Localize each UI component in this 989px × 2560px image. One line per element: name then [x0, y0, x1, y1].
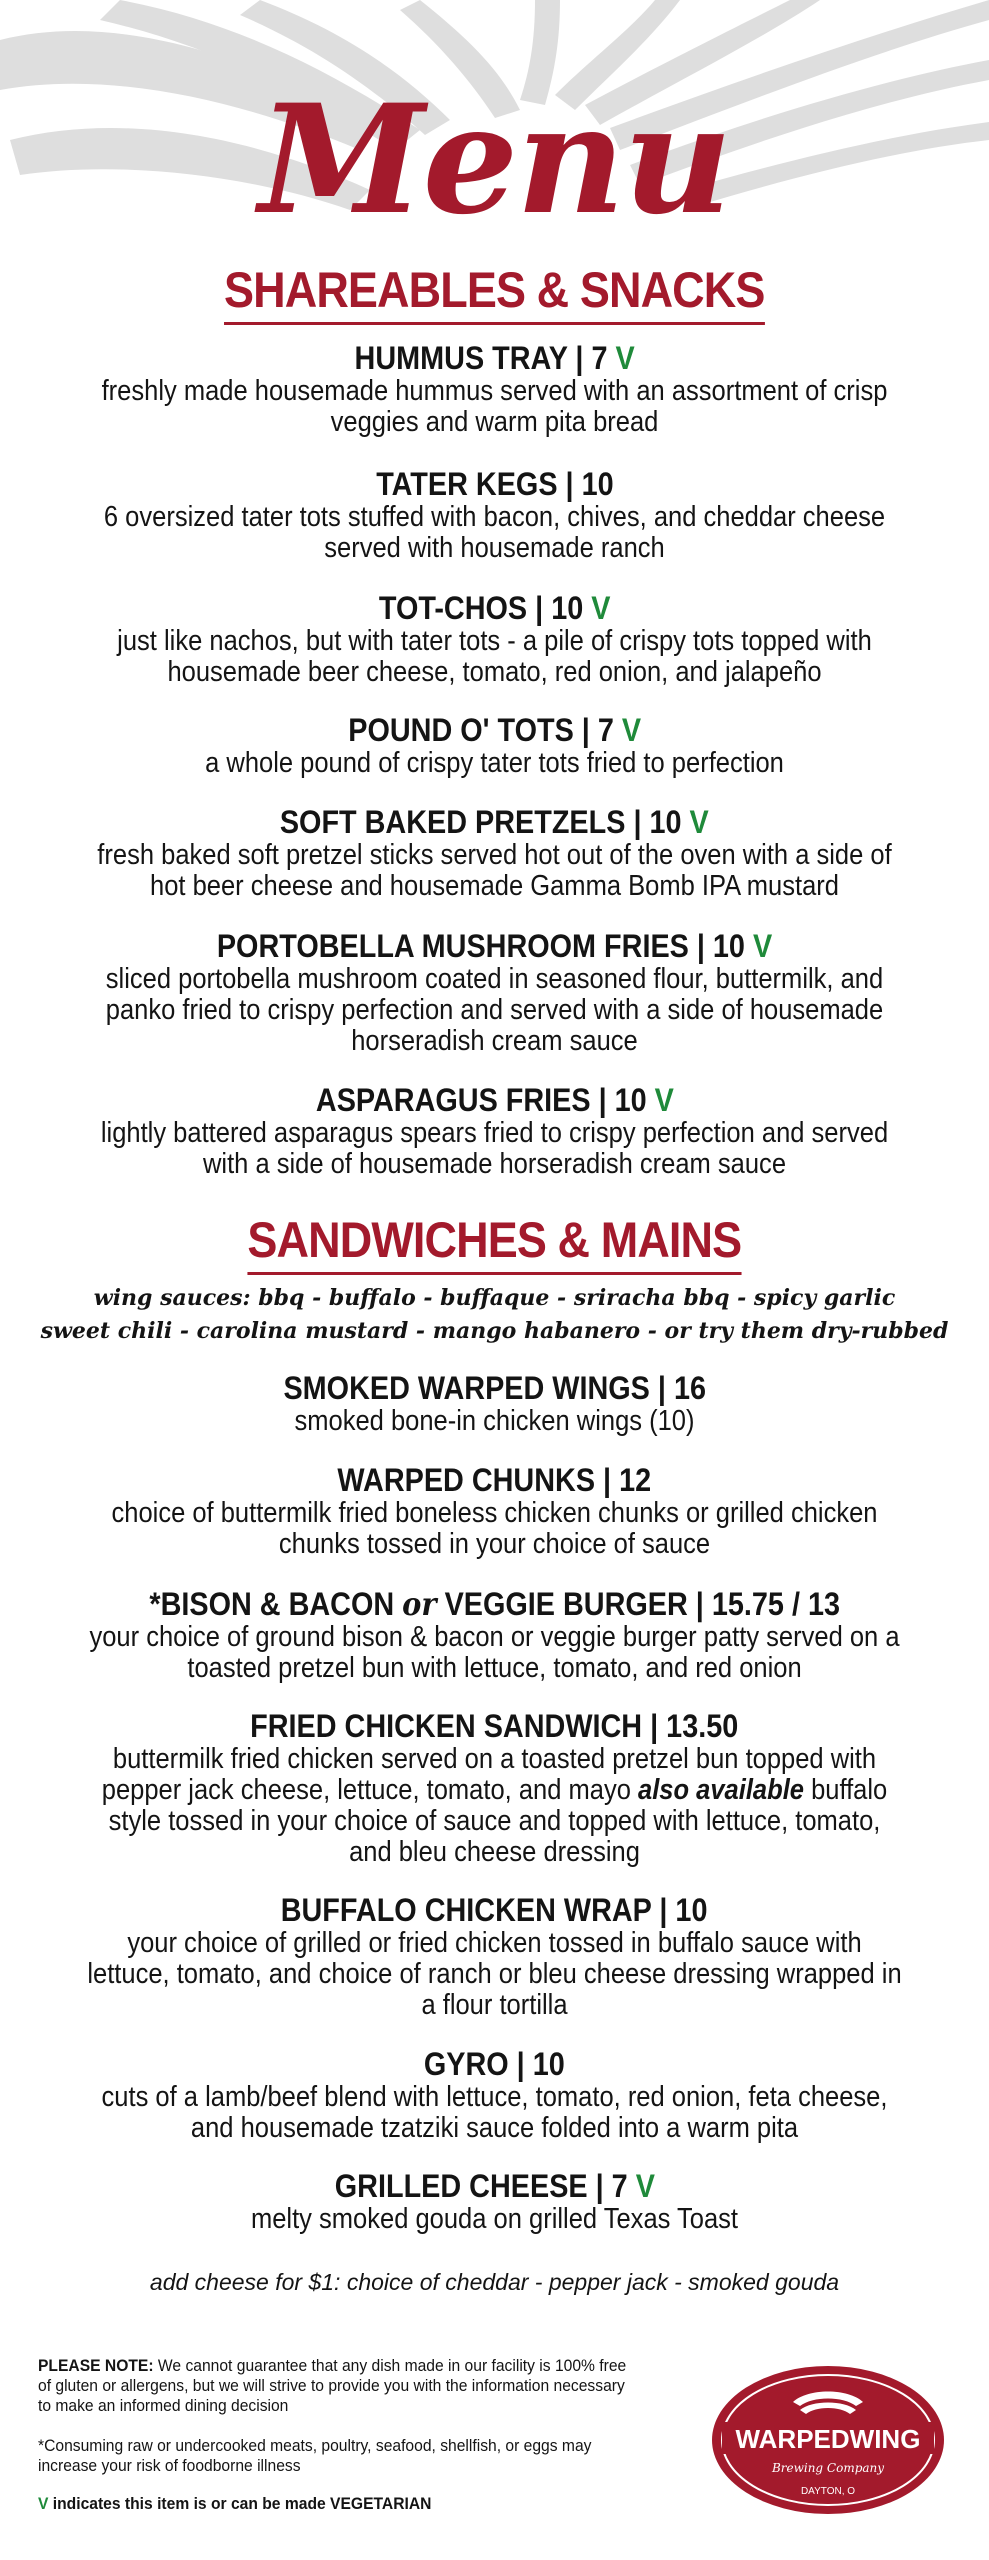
item-name	[315, 1082, 673, 1118]
item-name	[250, 1708, 738, 1744]
menu-item	[30, 1586, 959, 1684]
item-title: SOFT BAKED PRETZELS | 10	[280, 804, 682, 840]
vegetarian-mark: V	[591, 590, 611, 626]
item-name	[424, 2046, 565, 2082]
item-name	[283, 1370, 706, 1406]
vegetarian-mark: V	[635, 2168, 655, 2204]
item-name	[338, 1462, 652, 1498]
item-title-part: *BISON & BACON	[149, 1586, 403, 1622]
menu-item	[30, 712, 959, 779]
please-note-label: PLEASE NOTE:	[38, 2356, 154, 2375]
vegetarian-mark: V	[621, 712, 641, 748]
item-description: a whole pound of crispy tater tots fried to perfection	[205, 747, 784, 779]
wing-sauces-line: wing sauces: bbq - buffalo - buffaque - sriracha bbq - spicy garlic	[93, 1285, 896, 1311]
menu-item	[30, 928, 959, 1057]
allergen-note	[38, 2356, 627, 2416]
menu-title: Menu	[258, 72, 731, 248]
item-name	[280, 804, 709, 840]
also-available-label: also available	[637, 1774, 804, 1806]
vegetarian-mark: V	[752, 928, 773, 964]
please-note-text: We cannot guarantee that any dish made in our facility is 100% free of gluten or allergens, but we will strive to provide you with the information necessary to make an informed dining decision	[38, 2356, 627, 2415]
item-title: TATER KEGS | 10	[375, 466, 614, 502]
vegetarian-legend-text: indicates this item is or can be made VEGETARIAN	[48, 2494, 432, 2513]
item-description: cuts of a lamb/beef blend with lettuce, tomato, red onion, feta cheese, and housemade tzatziki sauce folded into a warm pita	[101, 2081, 888, 2144]
item-title: HUMMUS TRAY | 7	[354, 340, 608, 376]
menu-item	[30, 590, 959, 688]
item-description: sliced portobella mushroom coated in seasoned flour, buttermilk, and panko fried to crispy perfection and served with a side of housemade horseradish cream sauce	[105, 963, 884, 1057]
menu-item	[30, 2046, 959, 2144]
item-name	[354, 340, 634, 376]
section-heading-shareables	[0, 262, 989, 325]
vegetarian-mark: V	[38, 2494, 49, 2513]
item-description	[86, 1744, 904, 1868]
raw-food-warning: *Consuming raw or undercooked meats, poultry, seafood, shellfish, or eggs may increase your risk of foodborne illness	[38, 2436, 592, 2475]
menu-item	[30, 2168, 959, 2235]
logo-subtitle: Brewing Company	[771, 2461, 885, 2475]
item-name	[348, 712, 641, 748]
item-title-part: VEGGIE BURGER | 15.75 / 13	[436, 1586, 840, 1622]
item-description: lightly battered asparagus spears fried to crispy perfection and served with a side of housemade horseradish cream sauce	[100, 1117, 889, 1180]
vegetarian-mark: V	[689, 804, 709, 840]
section-heading-sandwiches	[0, 1212, 989, 1275]
add-cheese-note: add cheese for $1: choice of cheddar - pepper jack - smoked gouda	[149, 2269, 840, 2295]
item-description: choice of buttermilk fried boneless chicken chunks or grilled chicken chunks tossed in your choice of sauce	[111, 1497, 878, 1560]
item-name	[281, 1892, 708, 1928]
item-name	[379, 590, 611, 626]
item-title: PORTOBELLA MUSHROOM FRIES | 10	[216, 928, 745, 964]
item-title: BUFFALO CHICKEN WRAP | 10	[281, 1892, 708, 1928]
wing-sauces-line: sweet chili - carolina mustard - mango habanero - or try them dry-rubbed	[40, 1318, 949, 1344]
also-available-text: buffalo style tossed in your choice of sauce and topped with lettuce, tomato, and bleu cheese dressing	[108, 1774, 888, 1868]
menu-item	[30, 466, 959, 564]
item-name	[376, 466, 613, 502]
item-title: POUND O' TOTS | 7	[348, 712, 614, 748]
menu-item	[30, 1370, 959, 1437]
item-title: GYRO | 10	[424, 2046, 565, 2082]
menu-item	[30, 804, 959, 902]
menu-item	[30, 340, 959, 438]
item-title: ASPARAGUS FRIES | 10	[315, 1082, 647, 1118]
item-name	[334, 2168, 654, 2204]
vegetarian-mark: V	[615, 340, 635, 376]
section-heading-text: SANDWICHES & MAINS	[248, 1212, 742, 1275]
menu-item	[30, 1708, 959, 1868]
vegetarian-mark: V	[654, 1082, 674, 1118]
wing-sauces-list	[0, 1282, 989, 1348]
section-heading-text: SHAREABLES & SNACKS	[224, 262, 764, 325]
warpedwing-logo	[708, 2360, 948, 2520]
item-title: WARPED CHUNKS | 12	[337, 1462, 652, 1498]
item-description: your choice of ground bison & bacon or veggie burger patty served on a toasted pretzel bun with lettuce, tomato, and red onion	[89, 1621, 900, 1684]
item-description: melty smoked gouda on grilled Texas Toast	[250, 2203, 739, 2235]
item-title: TOT-CHOS | 10	[378, 590, 584, 626]
logo-name: WARPEDWING	[735, 2424, 921, 2454]
menu-item	[30, 1892, 959, 2021]
item-description: freshly made housemade hummus served with an assortment of crisp veggies and warm pita bread	[101, 375, 888, 438]
vegetarian-legend	[38, 2494, 627, 2514]
item-description: fresh baked soft pretzel sticks served hot out of the oven with a side of hot beer cheese and housemade Gamma Bomb IPA mustard	[97, 839, 892, 902]
item-description: just like nachos, but with tater tots - a pile of crispy tots topped with housemade beer cheese, tomato, red onion, and jalapeño	[117, 625, 872, 688]
menu-item	[30, 1082, 959, 1180]
item-title-or: or	[402, 1585, 437, 1623]
menu-item	[30, 1462, 959, 1560]
item-title: SMOKED WARPED WINGS | 16	[283, 1370, 706, 1406]
logo-city: DAYTON, O	[800, 2486, 856, 2497]
item-name	[217, 928, 772, 964]
item-title: GRILLED CHEESE | 7	[334, 2168, 628, 2204]
item-name	[149, 1586, 840, 1622]
item-description: 6 oversized tater tots stuffed with bacon, chives, and cheddar cheese served with housemade ranch	[103, 501, 886, 564]
item-description-text: buttermilk fried chicken served on a toasted pretzel bun topped with pepper jack cheese, lettuce, tomato, and mayo	[101, 1743, 877, 1806]
item-description: your choice of grilled or fried chicken tossed in buffalo sauce with lettuce, tomato, and choice of ranch or bleu cheese dressing wrapped in a flour tortilla	[87, 1927, 902, 2021]
item-description: smoked bone-in chicken wings (10)	[294, 1405, 695, 1437]
item-title: FRIED CHICKEN SANDWICH | 13.50	[250, 1708, 739, 1744]
